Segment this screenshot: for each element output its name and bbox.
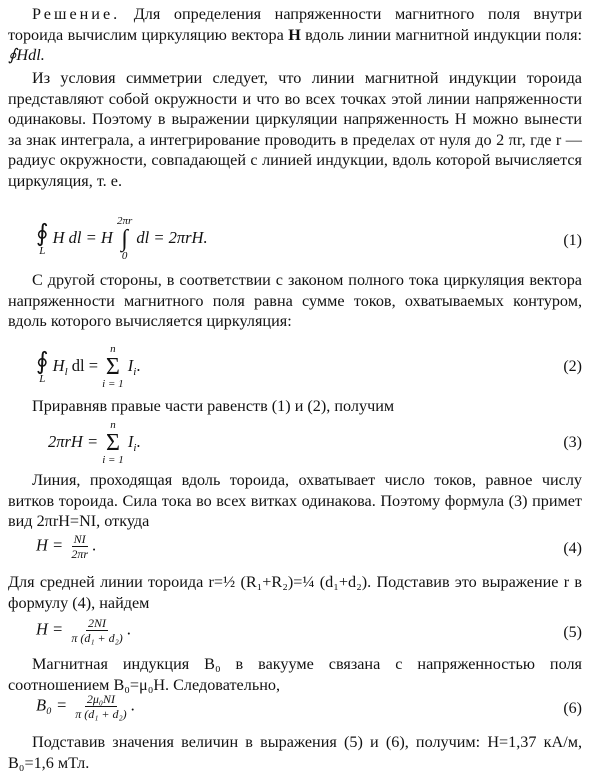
equation-2: ∮ L $H_l$ dl = n Σ i = 1 $I_i$. [36,343,141,390]
vector-h: H [288,25,301,44]
eq2-rhs: I [127,355,134,375]
paragraph-induction [8,654,582,695]
eq5-numerator: 2NI [88,616,107,630]
eq4-end: . [92,535,97,555]
eq2-end: . [136,355,141,375]
equation-3 [48,420,141,466]
intro-text-a: Для определения напряженности магнитного поля внутри тороида вычислим циркуляцию вектора [8,5,582,44]
equation-5 [36,616,131,645]
paragraph-toroid-line [8,470,582,532]
eq1-lower-limit: 0 [121,250,128,262]
contour-label: L [39,244,46,257]
eq3-end: . [136,431,141,451]
eq4-numerator: NI [73,532,86,546]
eq2-mid: dl = [67,355,99,375]
solution-heading: Решение. [32,5,121,23]
eq1-rhs: dl = 2πrH. [136,227,208,247]
eq1-upper-limit: 2πr [116,215,133,227]
equation-number-4: (4) [563,540,582,557]
equation-number-2: (2) [563,358,582,375]
eq1-lhs: H dl = H [52,227,113,247]
eq5-lhs: H = [36,619,64,639]
induction-text: Магнитная индукция B₀ в вакууме связана с напряженностью поля соотношением B₀=μ₀H. Следовательно, [8,655,582,694]
equation-number-3: (3) [563,434,582,451]
paragraph-result [8,732,582,773]
eq3-rsub: i [133,442,137,455]
eq6-end: . [130,695,135,715]
symmetry-text: Из условия симметрии следует, что линии магнитной индукции тороида представляют собой окружности и что во всех точках этой линии напряженности одинаковы. Поэтому в выражении циркуляции напряженность H можно вынести за знак интеграла, а интегрирование проводить в пределах от нуля до 2 πr, где r — радиус окружности, совпадающей с линией индукции, вдоль которой вычисляется циркуляция, т. е. [8,69,582,190]
eq2-sub: l [64,366,68,379]
eq3-upper: n [110,419,116,431]
eq2-rsub: i [133,366,137,379]
result-text: Подставив значения величин в выражения (5) и (6), получим: H=1,37 кА/м, B₀=1,6 мТл. [8,733,582,772]
eq2-lhs: H [52,355,65,375]
intro-text-b: вдоль линии магнитной индукции поля: [305,25,583,44]
paragraph-mean-line [8,572,582,613]
paragraph-equate [8,396,582,417]
eq6-denominator: π (d₁ + d₂) [75,707,127,721]
toroid-line-text: Линия, проходящая вдоль тороида, охватывает число токов, равное числу витков тороида. Сила тока во всех витках одинакова. Поэтому формула (3) примет вид 2πrH=NI, откуда [8,471,582,531]
contour-label-2: L [39,372,46,385]
eq6-lhs: B₀ = [36,695,68,715]
equate-text: Приравняв правые части равенств (1) и (2), получим [32,397,395,415]
paragraph-total-current [8,270,582,332]
equation-1: ∮ L H dl = H 2πr ∫ 0 dl = 2πrH. [36,215,208,262]
eq2-sum: Σ [105,354,120,380]
equation-number-6: (6) [563,700,582,717]
eq5-end: . [126,619,131,639]
paragraph-solution-intro [8,4,582,66]
eq2-lower: i = 1 [102,378,124,390]
equation-6 [36,692,135,721]
total-current-text: С другой стороны, в соответствии с законом полного тока циркуляция вектора напряженности магнитного поля равна сумме токов, охватываемых контуром, вдоль которого вычисляется циркуляция: [8,271,582,331]
eq6-numerator: 2μ₀NI [86,692,116,706]
eq4-lhs: H = [36,535,64,555]
equation-number-5: (5) [563,624,582,641]
eq3-sum: Σ [106,430,120,456]
mean-line-text: Для средней линии тороида r=½ (R₁+R₂)=¼ (d₁+d₂). Подставив это выражение r в формулу (4), найдем [8,573,582,612]
eq3-rhs: I [127,431,134,451]
circulation-integral: ∮Hdl. [8,46,45,65]
eq2-upper: n [110,343,116,355]
eq3-lower: i = 1 [102,454,124,466]
eq4-denominator: 2πr [71,547,88,561]
eq5-denominator: π (d₁ + d₂) [71,631,123,645]
paragraph-symmetry [8,68,582,192]
eq3-lhs: 2πrH = [48,431,99,451]
equation-4 [36,532,96,561]
equation-number-1: (1) [563,232,582,249]
